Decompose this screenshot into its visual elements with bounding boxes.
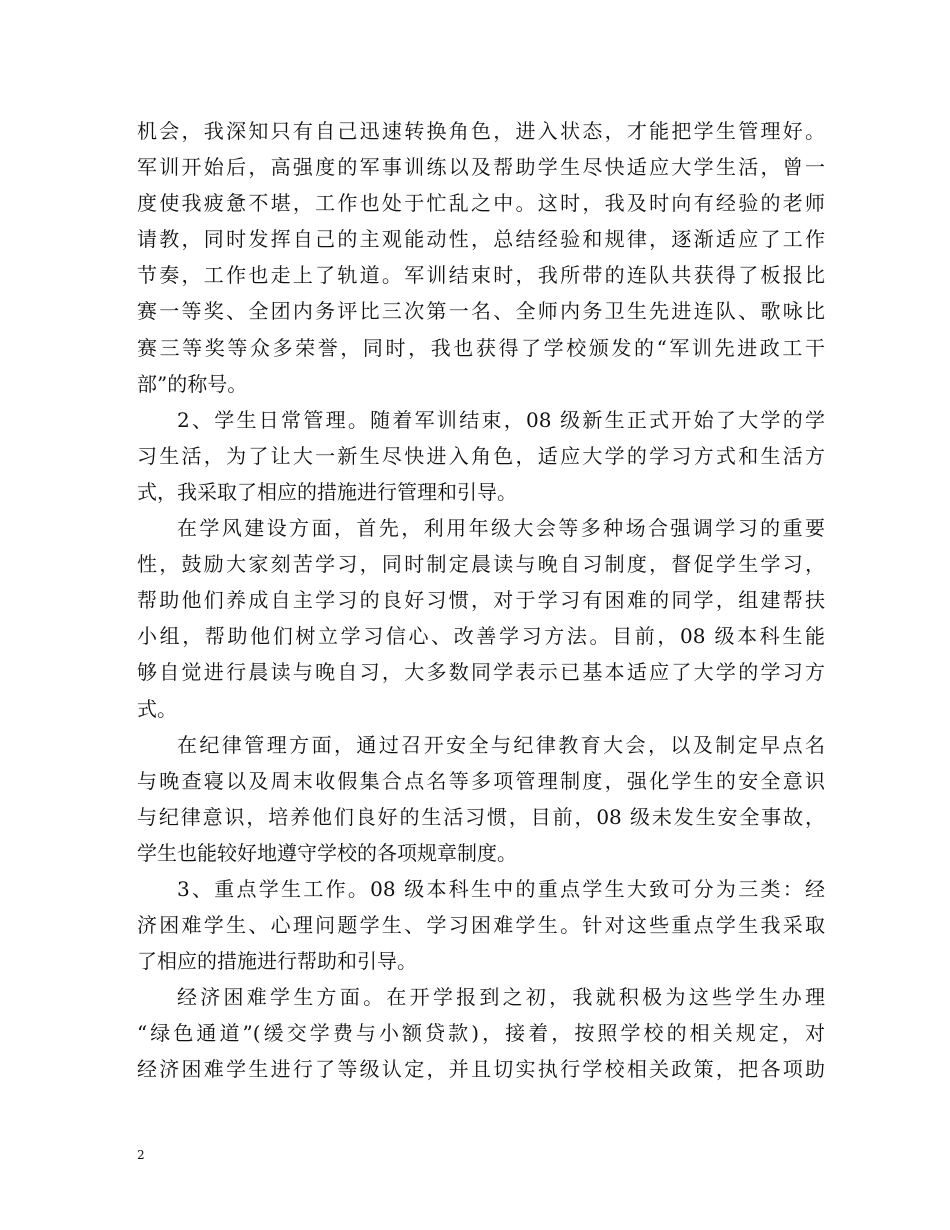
- text-line: 式。: [137, 696, 177, 721]
- text-line: 部”的称号。: [137, 371, 248, 396]
- text-line: 济困难学生、心理问题学生、学习困难学生。针对这些重点学生我采取: [137, 913, 825, 938]
- text-line: 赛一等奖、全团内务评比三次第一名、全师内务卫生先进连队、歌咏比: [137, 299, 825, 324]
- text-line: 经济困难学生进行了等级认定，并且切实执行学校相关政策，把各项助: [137, 1057, 825, 1082]
- text-line: 3、重点学生工作。08 级本科生中的重点学生大致可分为三类：经: [177, 876, 825, 901]
- paragraph: [137, 979, 825, 1087]
- text-line: 军训开始后，高强度的军事训练以及帮助学生尽快适应大学生活，曾一: [137, 155, 825, 180]
- text-line: 与纪律意识，培养他们良好的生活习惯，目前，08 级未发生安全事故，: [137, 804, 825, 829]
- text-line: 经济困难学生方面。在开学报到之初，我就积极为这些学生办理: [177, 985, 825, 1010]
- text-line: 节奏，工作也走上了轨道。军训结束时，我所带的连队共获得了板报比: [137, 263, 825, 288]
- paragraph: [137, 871, 825, 979]
- text-line: 了相应的措施进行帮助和引导。: [137, 949, 417, 974]
- text-line: 机会，我深知只有自己迅速转换角色，进入状态，才能把学生管理好。: [137, 119, 825, 143]
- text-line: 帮助他们养成自主学习的良好习惯，对于学习有困难的同学，组建帮扶: [137, 588, 825, 613]
- paragraph: [137, 113, 825, 402]
- page-number: 2: [137, 1148, 145, 1162]
- text-line: 式，我采取了相应的措施进行管理和引导。: [137, 479, 517, 504]
- text-line: 2、学生日常管理。随着军训结束，08 级新生正式开始了大学的学: [177, 407, 825, 432]
- text-line: 习生活，为了让大一新生尽快进入角色，适应大学的学习方式和生活方: [137, 443, 825, 468]
- text-line: 在纪律管理方面，通过召开安全与纪律教育大会，以及制定早点名: [177, 732, 825, 757]
- text-line: 在学风建设方面，首先，利用年级大会等多种场合强调学习的重要: [177, 516, 825, 541]
- body-text: [137, 113, 825, 1088]
- text-line: 赛三等奖等众多荣誉，同时，我也获得了学校颁发的“军训先进政工干: [137, 335, 825, 360]
- text-line: 学生也能较好地遵守学校的各项规章制度。: [137, 840, 517, 865]
- paragraph: [137, 402, 825, 510]
- paragraph: [137, 727, 825, 871]
- text-line: “绿色通道”(缓交学费与小额贷款)，接着，按照学校的相关规定，对: [137, 1021, 825, 1046]
- text-line: 够自觉进行晨读与晚自习，大多数同学表示已基本适应了大学的学习方: [137, 660, 825, 685]
- text-line: 小组，帮助他们树立学习信心、改善学习方法。目前，08 级本科生能: [137, 624, 825, 649]
- text-line: 度使我疲惫不堪，工作也处于忙乱之中。这时，我及时向有经验的老师: [137, 191, 825, 216]
- text-line: 与晚查寝以及周末收假集合点名等多项管理制度，强化学生的安全意识: [137, 768, 825, 793]
- text-line: 性，鼓励大家刻苦学习，同时制定晨读与晚自习制度，督促学生学习，: [137, 552, 825, 577]
- text-line: 请教，同时发挥自己的主观能动性，总结经验和规律，逐渐适应了工作: [137, 227, 825, 252]
- paragraph: [137, 510, 825, 727]
